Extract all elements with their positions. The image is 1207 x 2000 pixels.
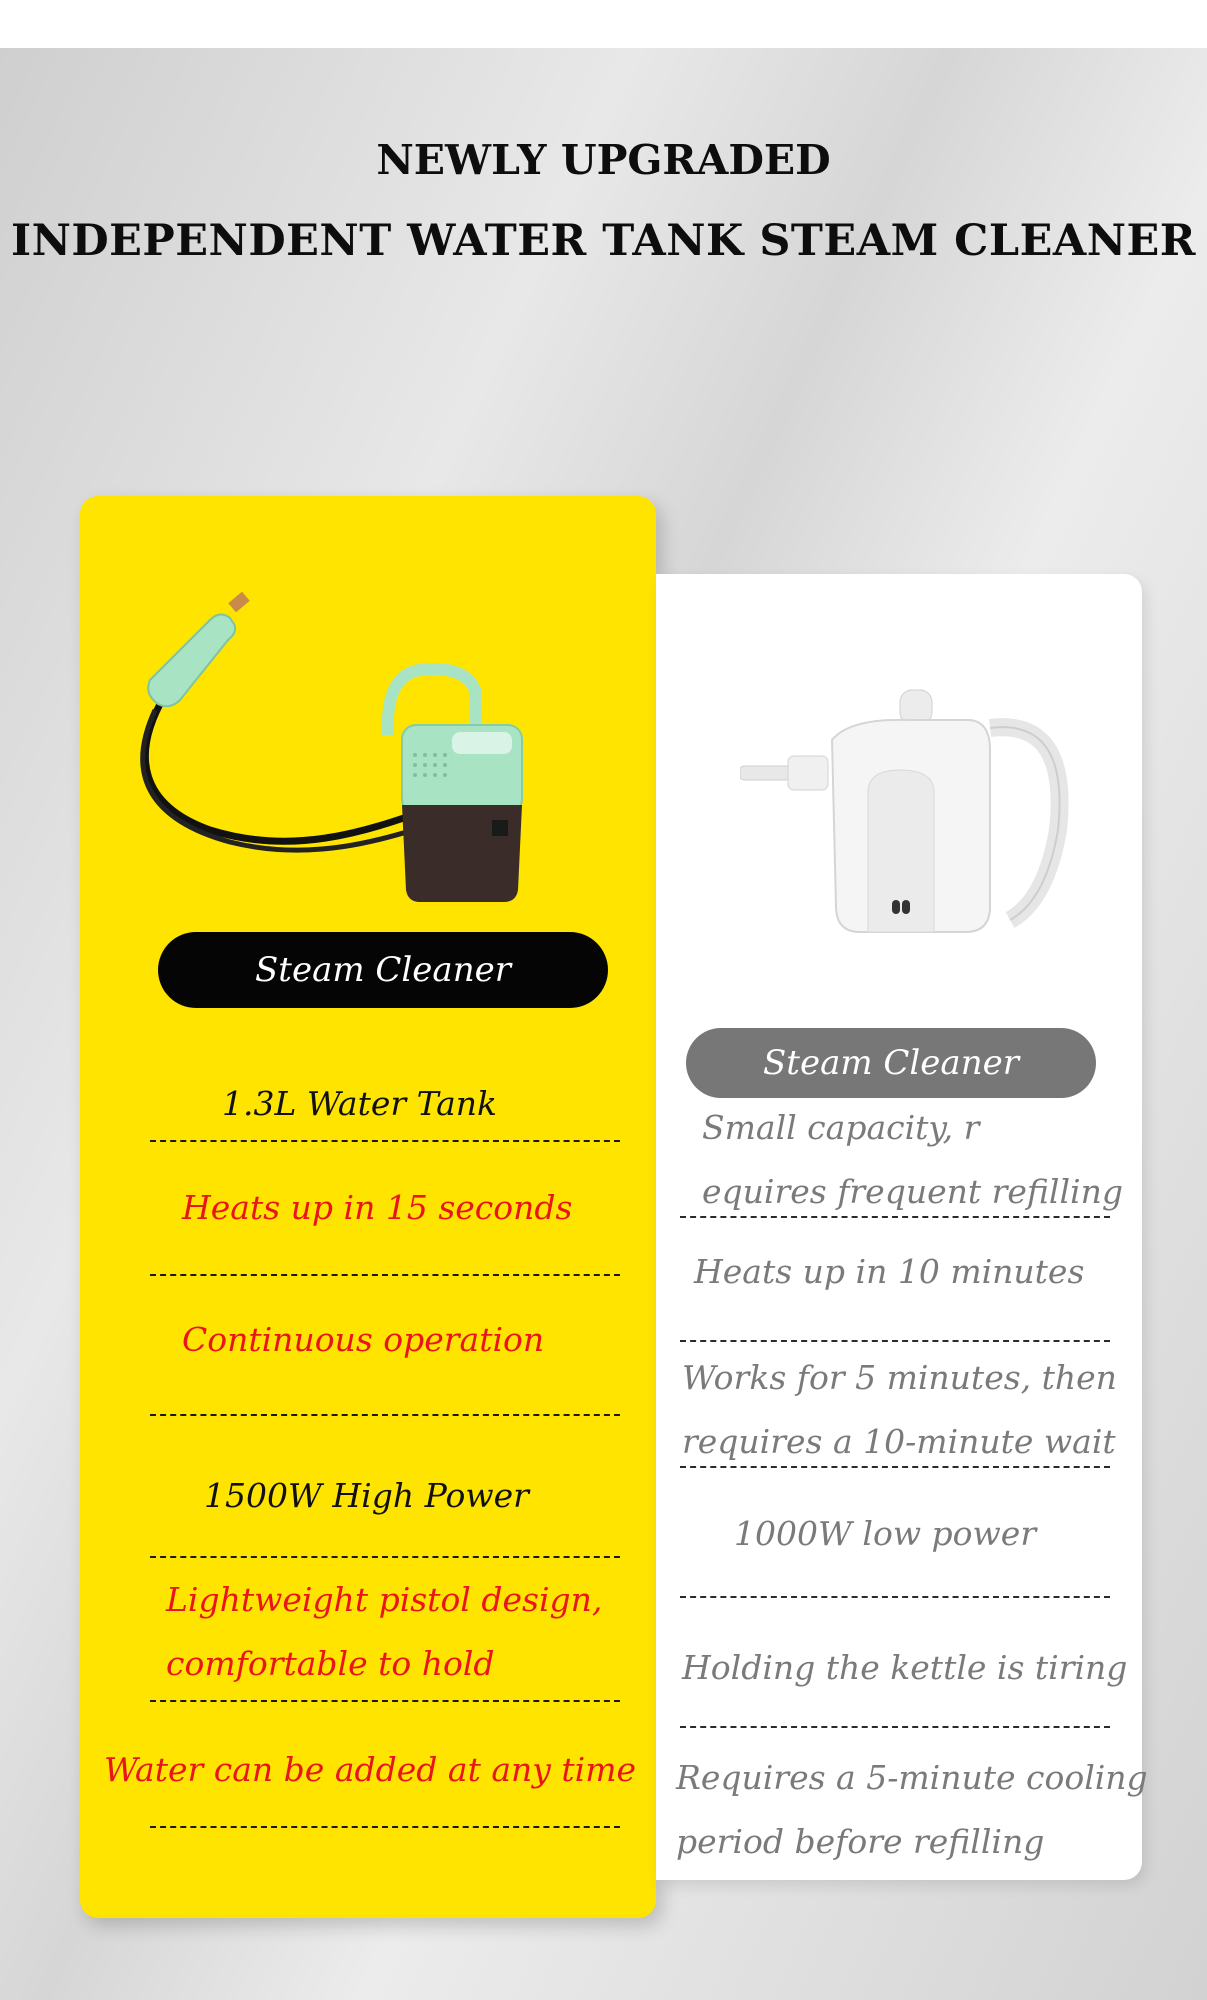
divider xyxy=(150,1414,620,1416)
right-feature-operation-line1: Works for 5 minutes, then xyxy=(682,1358,1117,1397)
divider xyxy=(680,1466,1110,1468)
right-feature-capacity-line2: equires frequent refilling xyxy=(702,1172,1123,1211)
headline-line-1: NEWLY UPGRADED xyxy=(376,136,831,184)
green-steam-cleaner-image xyxy=(120,580,620,910)
divider xyxy=(150,1826,620,1828)
right-feature-heat-time: Heats up in 10 minutes xyxy=(694,1252,1085,1291)
left-product-label: Steam Cleaner xyxy=(158,932,608,1008)
divider xyxy=(150,1700,620,1702)
right-feature-power: 1000W low power xyxy=(734,1514,1037,1553)
divider xyxy=(680,1596,1110,1598)
right-feature-capacity-line1: Small capacity, r xyxy=(702,1108,980,1147)
divider xyxy=(150,1140,620,1142)
right-feature-cooling-line1: Requires a 5-minute cooling xyxy=(676,1758,1148,1797)
divider xyxy=(680,1340,1110,1342)
divider xyxy=(680,1726,1110,1728)
headline-line-2: INDEPENDENT WATER TANK STEAM CLEANER xyxy=(10,216,1197,266)
left-feature-refill: Water can be added at any time xyxy=(104,1750,637,1789)
right-feature-handling: Holding the kettle is tiring xyxy=(682,1648,1128,1687)
left-feature-water-tank: 1.3L Water Tank xyxy=(222,1084,498,1123)
left-feature-power: 1500W High Power xyxy=(204,1476,529,1515)
divider xyxy=(150,1274,620,1276)
right-feature-operation-line2: requires a 10-minute wait xyxy=(682,1422,1116,1461)
right-feature-cooling-line2: period before refilling xyxy=(676,1822,1045,1861)
right-product-label: Steam Cleaner xyxy=(686,1028,1096,1098)
left-feature-heat-time: Heats up in 15 seconds xyxy=(182,1188,573,1227)
divider xyxy=(150,1556,620,1558)
white-kettle-steamer-image xyxy=(740,670,1080,940)
left-feature-continuous: Continuous operation xyxy=(182,1320,545,1359)
left-feature-design-line2: comfortable to hold xyxy=(166,1644,495,1683)
left-feature-design-line1: Lightweight pistol design, xyxy=(166,1580,603,1619)
divider xyxy=(680,1216,1110,1218)
